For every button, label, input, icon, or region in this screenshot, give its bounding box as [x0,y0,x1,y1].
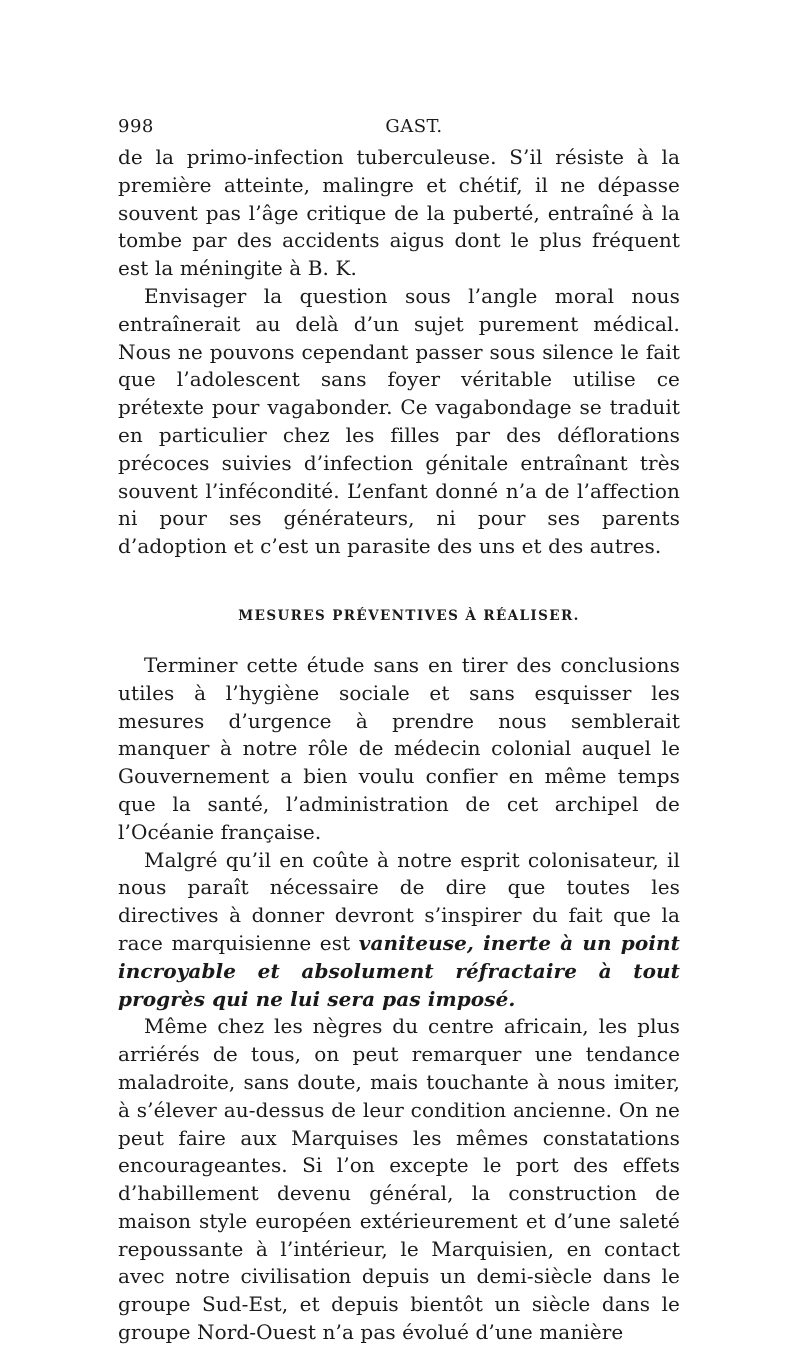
emphasized-text: vaniteuse, inerte à un point incroyable et absolument réfractaire à tout progrès qui ne lui sera pas imposé. [118,930,680,1011]
running-title: GAST. [385,116,443,137]
paragraph-directives-text: Malgré qu’il en coûte à notre esprit colonisateur, il nous paraît nécessaire de dire que toutes les directives à donner devront s’inspirer du fait que la race marquisienne est [118,847,680,955]
paragraph-continuation: de la primo-infection tuberculeuse. S’il résiste à la première atteinte, malingre et chétif, il ne dépasse souvent pas l’âge critique de la puberté, entraîné à la tombe par des accidents aigus dont le plus fréquent est la méningite à B. K. [118,145,680,281]
section-heading: MESURES PRÉVENTIVES À RÉALISER. [238,607,580,624]
book-page [118,110,680,1347]
paragraph-moral-question: Envisager la question sous l’angle moral nous entraînerait au delà d’un sujet purement médical. Nous ne pouvons cependant passer sous silence le fait que l’adolescent sans foyer véritable utilise ce prétexte pour vagabonder. Ce vagabondage se traduit en particulier chez les filles par des déflorations précoces suivies d’infection génitale entraînant très souvent l’infécondité. L’enfant donné n’a de l’affection ni pour ses générateurs, ni pour ses parents d’adoption et c’est un parasite des uns et des autres. [118,283,680,559]
paragraph-conclusions: Terminer cette étude sans en tirer des conclusions utiles à l’hygiène sociale et sans esquisser les mesures d’urgence à prendre nous semblerait manquer à notre rôle de médecin colonial auquel le Gouvernement a bien voulu confier en même temps que la santé, l’administration de cet archipel de l’Océanie française. [118,652,680,844]
running-head [118,110,680,144]
page-number: 998 [118,116,154,137]
paragraph-directives [118,847,680,1014]
paragraph-comparison: Même chez les nègres du centre africain, les plus arriérés de tous, on peut remarquer une tendance maladroite, sans doute, mais touchante à nous imiter, à s’élever au-dessus de leur condition ancienne. On ne peut faire aux Marquises les mêmes constatations encourageantes. Si l’on excepte le port des effets d’habillement devenu général, la construction de maison style européen extérieurement et d’une saleté repoussante à l’intérieur, le Marquisien, en contact avec notre civilisation depuis un demi-siècle dans le groupe Sud-Est, et depuis bientôt un siècle dans le groupe Nord-Ouest n’a pas évolué d’une manière [118,1014,680,1345]
